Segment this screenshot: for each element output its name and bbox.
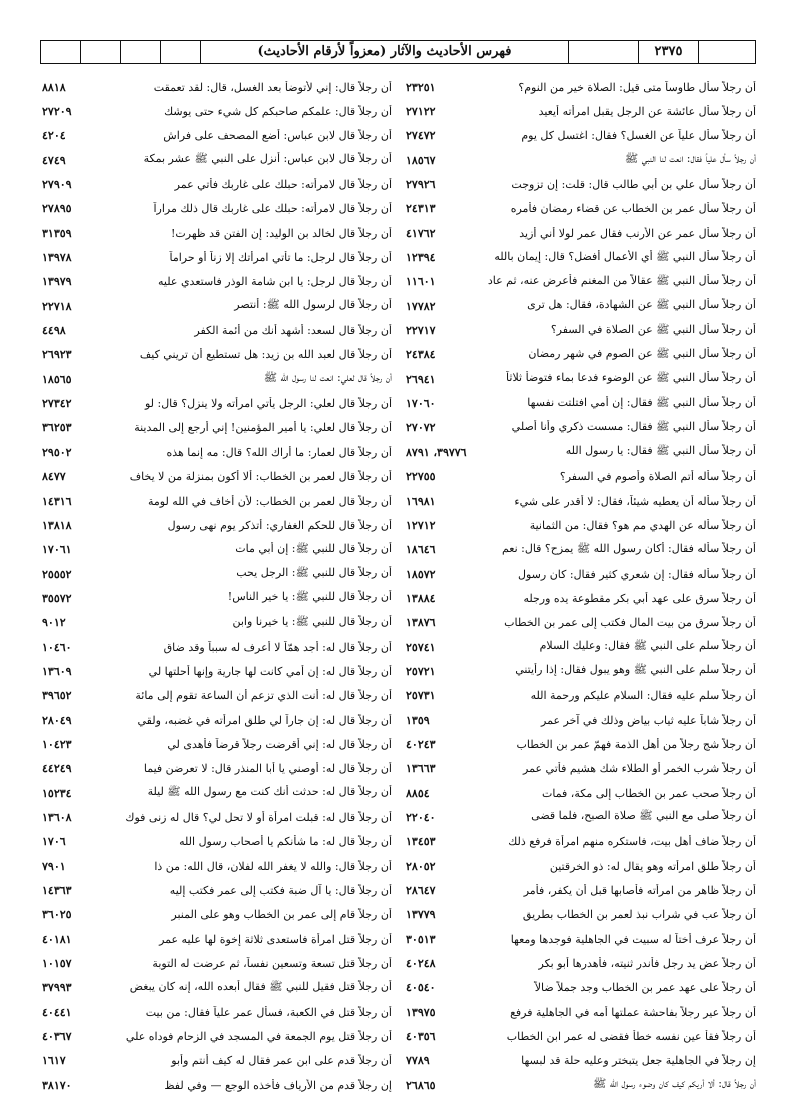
entry-text: أن رجلاً سأله عن الهدي مم هو؟ فقال: من الثمانية bbox=[529, 518, 756, 532]
entry-number: ٣١٣٥٩ bbox=[42, 226, 72, 240]
entry-number: ٧٩٠١ bbox=[42, 859, 66, 873]
index-entry bbox=[40, 757, 392, 781]
entry-text: إن رجلاً قدم من الأرياف فأخذه الوجع — وفي لفظ bbox=[164, 1078, 392, 1092]
index-entry bbox=[40, 927, 392, 951]
entry-number: ١٨٥٦٧ bbox=[406, 153, 436, 167]
entry-number: ٤٠٥٤٠ bbox=[406, 981, 436, 995]
entry-number: ٢٧٣٤٢ bbox=[42, 397, 72, 411]
entry-number: ٢٥٧٤١ bbox=[406, 640, 436, 654]
entry-text: أن رجلاً سلم على النبي ﷺ فقال: وعليك السلام bbox=[539, 639, 756, 653]
index-entry bbox=[40, 611, 392, 635]
entry-number: ١٤٣٦٣ bbox=[42, 884, 72, 898]
index-entry bbox=[404, 148, 756, 172]
index-entry bbox=[404, 343, 756, 367]
entry-number: ١٣٦٠٩ bbox=[42, 664, 72, 678]
entry-number: ٢٦٨٦٥ bbox=[406, 1078, 436, 1092]
index-entry bbox=[40, 1049, 392, 1073]
entry-text: أن رجلاً سلم عليه فقال: السلام عليكم ورحمة الله bbox=[530, 689, 756, 703]
right-column bbox=[404, 75, 756, 1092]
entry-text: أن رجلاً قال لعلي: الرجل يأتي امرأته ولا ينزل؟ قال: لو bbox=[144, 397, 392, 411]
index-entry bbox=[404, 708, 756, 732]
index-entry bbox=[404, 1024, 756, 1048]
entry-number: ١١٦٠١ bbox=[406, 275, 436, 289]
index-entry bbox=[404, 513, 756, 537]
entry-number: ١٣٦٦٣ bbox=[406, 762, 436, 776]
page-number: ٢٣٧٥ bbox=[639, 41, 699, 63]
entry-number: ١٦١٧ bbox=[42, 1054, 66, 1068]
index-entry bbox=[404, 270, 756, 294]
entry-number: ٢٧٠٧٢ bbox=[406, 421, 436, 435]
entry-text: أن رجلاً سرق على عهد أبي بكر مقطوعة يده ورجله bbox=[523, 591, 756, 605]
index-entry bbox=[404, 951, 756, 975]
entry-number: ٣٧٩٩٣ bbox=[42, 981, 72, 995]
entry-number: ٣٩٦٥٢ bbox=[42, 689, 72, 703]
index-entry bbox=[40, 659, 392, 683]
index-entry bbox=[40, 732, 392, 756]
entry-text: أن رجلاً قال لرسول الله ﷺ: أنتصر bbox=[234, 298, 392, 312]
entry-text: أن رجلاً قال لعمر بن الخطاب: لأن أخاف في الله لومة bbox=[147, 494, 392, 508]
entry-text: أن رجلاً عرف أختاً له سبيت في الجاهلية فوجدها ومعها bbox=[510, 932, 756, 946]
index-entry bbox=[404, 805, 756, 829]
index-entry bbox=[40, 1000, 392, 1024]
entry-text: أن رجلاً قال له: إني أقرضت رجلاً قرضاً فأهدى لي bbox=[167, 737, 392, 751]
header-empty-cell bbox=[161, 41, 201, 63]
index-entry bbox=[404, 245, 756, 269]
index-entry bbox=[40, 805, 392, 829]
index-entry bbox=[40, 148, 392, 172]
entry-number: ١٧٠٦ bbox=[42, 835, 66, 849]
index-entry bbox=[404, 659, 756, 683]
entry-text: أن رجلاً فقأ عين نفسه خطأ فقضى له عمر ابن الخطاب bbox=[506, 1030, 756, 1044]
entry-text: أن رجلاً سأله فقال: إن شعري كثير فقال: كان رسول bbox=[518, 567, 756, 581]
index-entry bbox=[40, 343, 392, 367]
entry-number: ٤٧٤٩ bbox=[42, 153, 66, 167]
entry-text: أن رجلاً قال لابن عباس: أنزل على النبي ﷺ عشر بمكة bbox=[143, 152, 392, 166]
entry-number: ٢٤٣٨٤ bbox=[406, 348, 436, 362]
index-entry bbox=[40, 562, 392, 586]
entry-text: أن رجلاً سأل عمر بن الخطاب عن قضاء رمضان فأمره bbox=[510, 202, 756, 216]
index-entry bbox=[404, 75, 756, 99]
index-entry bbox=[40, 586, 392, 610]
entry-number: ١٣٩٧٩ bbox=[42, 275, 72, 289]
header-empty-cell bbox=[81, 41, 121, 63]
index-entry bbox=[404, 830, 756, 854]
index-entry bbox=[404, 1073, 756, 1097]
entry-number: ٤٠٢٤٣ bbox=[406, 737, 436, 751]
entry-text: أن رجلاً قال لامرأته: حبلك على غاربك قال ذلك مراراً bbox=[153, 202, 392, 216]
entry-number: ٢٢٧١٧ bbox=[406, 324, 436, 338]
page-header bbox=[40, 40, 756, 64]
index-entry bbox=[404, 440, 756, 464]
entry-text: أن رجلاً طلق امرأته وهو يقال له: ذو الخرقتين bbox=[549, 859, 756, 873]
entry-number: ٩٠١٢ bbox=[42, 616, 66, 630]
entry-text: أن رجلاً عير رجلاً بفاحشة عملتها أمه في الجاهلية فرفع bbox=[510, 1005, 756, 1019]
header-empty-cell bbox=[569, 41, 639, 63]
entry-number: ٢٧٨٩٥ bbox=[42, 202, 72, 216]
entry-text: أن رجلاً سأله أن يعطيه شيئاً، فقال: لا أقدر على شيء bbox=[514, 494, 756, 508]
entry-text: أن رجلاً سأل النبي ﷺ عن الشهادة، فقال: هل ترى bbox=[527, 298, 756, 312]
index-entry bbox=[404, 586, 756, 610]
entry-text: أن رجلاً قال لخالد بن الوليد: إن الفتن قد ظهرت! bbox=[171, 226, 392, 240]
entry-number: ٤٤٩٨ bbox=[42, 324, 66, 338]
entry-number: ٤٠٣٥٦ bbox=[406, 1030, 436, 1044]
entry-number: ١٣٩٧٥ bbox=[406, 1005, 436, 1019]
entry-text: أن رجلاً سأل النبي ﷺ عن الوضوء فدعا بماء فتوضأ ثلاثاً bbox=[506, 371, 756, 385]
index-entry bbox=[404, 1000, 756, 1024]
entry-text: أن رجلاً قال له: إن أمي كانت لها جارية وإنها أحلتها لي bbox=[148, 664, 392, 678]
entry-text: أن رجلاً قتل تسعة وتسعين نفساً، ثم عرضت له التوبة bbox=[152, 957, 392, 971]
index-entry bbox=[40, 976, 392, 1000]
entry-text: أن رجلاً شاباً عليه ثياب بياض وذلك في آخر عمر bbox=[541, 713, 756, 727]
index-entry bbox=[404, 294, 756, 318]
entry-number: ٢٨٠٥٢ bbox=[406, 859, 436, 873]
entry-number: ٢٥٧٣١ bbox=[406, 689, 436, 703]
entry-number: ٢٩٥٠٢ bbox=[42, 445, 72, 459]
index-entry bbox=[40, 99, 392, 123]
entry-text: أن رجلاً قال للنبي ﷺ: يا خيرنا وابن bbox=[232, 614, 392, 628]
entry-number: ١٨٥٧٢ bbox=[406, 567, 436, 581]
entry-text: إن رجلاً في الجاهلية جعل يتبختر وعليه حلة قد لبسها bbox=[521, 1054, 756, 1068]
entry-number: ١٣٧٧٩ bbox=[406, 908, 436, 922]
entry-text: أن رجلاً قال له: ما شأنكم يا أصحاب رسول الله bbox=[179, 835, 392, 849]
index-entry bbox=[404, 781, 756, 805]
index-entry bbox=[40, 538, 392, 562]
index-entry bbox=[404, 757, 756, 781]
entry-number: ٣٦٠٢٥ bbox=[42, 908, 72, 922]
entry-text: أن رجلاً قال: والله لا يغفر الله لفلان، قال الله: من ذا bbox=[154, 859, 392, 873]
entry-number: ١٢٧١٢ bbox=[406, 518, 436, 532]
entry-number: ٢٧٤٧٢ bbox=[406, 129, 436, 143]
index-entry bbox=[40, 270, 392, 294]
entry-text: أن رجلاً قال له: أجد همّاً لا أعرف له سبباً وقد ضاق bbox=[163, 640, 392, 654]
entry-text: أن رجلاً قال له: إن جاراً لي طلق امرأته في غضبه، ولقي bbox=[137, 713, 392, 727]
index-entry bbox=[404, 562, 756, 586]
entry-number: ٨٤٧٧ bbox=[42, 470, 66, 484]
index-entry bbox=[404, 732, 756, 756]
entry-text: أن رجلاً قتل يوم الجمعة في المسجد في الزحام فوداه علي bbox=[125, 1030, 392, 1044]
entry-text: أن رجلاً سأله فقال: أكان رسول الله ﷺ يمزح؟ قال: نعم bbox=[501, 541, 756, 555]
entry-text: أن رجلاً سأل طاوساً متى قيل: الصلاة خير من النوم؟ bbox=[518, 80, 756, 94]
index-columns bbox=[40, 75, 756, 1092]
index-entry bbox=[404, 99, 756, 123]
entry-text: أن رجلاً قال لعمر بن الخطاب: ألا أكون بمنزلة من لا يخاف bbox=[129, 470, 392, 484]
index-entry bbox=[40, 708, 392, 732]
index-entry bbox=[40, 197, 392, 221]
entry-number: ٢٨٦٤٧ bbox=[406, 884, 436, 898]
index-entry bbox=[404, 854, 756, 878]
index-entry bbox=[404, 416, 756, 440]
entry-text: أن رجلاً قال لرجل: ما تأتي امرأتك إلا زناً أو حراماً bbox=[169, 251, 392, 265]
entry-text: أن رجلاً سأل النبي ﷺ فقال: يا رسول الله bbox=[565, 444, 756, 458]
entry-number: ٢٨٠٤٩ bbox=[42, 713, 72, 727]
entry-number: ١٨٥٦٥ bbox=[42, 372, 72, 386]
entry-number: ٢٢٠٤٠ bbox=[406, 810, 436, 824]
index-entry bbox=[40, 513, 392, 537]
index-entry bbox=[40, 684, 392, 708]
index-entry bbox=[40, 440, 392, 464]
index-entry bbox=[404, 684, 756, 708]
index-entry bbox=[40, 903, 392, 927]
entry-number: ١٧٠٦١ bbox=[42, 543, 72, 557]
index-entry bbox=[404, 635, 756, 659]
entry-text: أن رجلاً عب في شراب نبذ لعمر بن الخطاب بطريق bbox=[522, 908, 756, 922]
entry-text: أن رجلاً قال له: أنت الذي تزعم أن الساعة تقوم إلى مائة bbox=[135, 689, 392, 703]
index-entry bbox=[404, 391, 756, 415]
entry-text: أن رجلاً قال لعمار: ما أراك الله؟ قال: مه إنما هذه bbox=[166, 445, 392, 459]
index-entry bbox=[40, 1024, 392, 1048]
entry-text: أن رجلاً قال لعلي: يا أمير المؤمنين! إني أرجع إلى المدينة bbox=[134, 421, 392, 435]
entry-number: ٤٤٢٤٩ bbox=[42, 762, 72, 776]
index-entry bbox=[40, 318, 392, 342]
index-entry bbox=[40, 391, 392, 415]
entry-text: أن رجلاً قال: علمكم صاحبكم كل شيء حتى يوشك bbox=[164, 105, 392, 119]
entry-text: أن رجلاً قال لسعد: أشهد أنك من أئمة الكفر bbox=[194, 324, 392, 338]
entry-text: أن رجلاً شج رجلاً من أهل الذمة فهمّ عمر بن الخطاب bbox=[516, 737, 756, 751]
entry-number: ١٠٤٢٣ bbox=[42, 737, 72, 751]
entry-text: أن رجلاً قال: إني لأتوضأ بعد الغسل، قال: لقد تعمقت bbox=[153, 80, 392, 94]
entry-text: أن رجلاً قال للنبي ﷺ: إن أبي مات bbox=[235, 541, 392, 555]
entry-text: أن رجلاً شرب الخمر أو الطلاء شك هشيم فأتي عمر bbox=[523, 762, 756, 776]
entry-number: ١٣٤٥٣ bbox=[406, 835, 436, 849]
index-entry bbox=[40, 367, 392, 391]
index-entry bbox=[40, 878, 392, 902]
index-entry bbox=[40, 75, 392, 99]
entry-text: أن رجلاً قال للحكم الغفاري: أتذكر يوم نهى رسول bbox=[167, 518, 392, 532]
entry-text: أن رجلاً عض يد رجل فأندر ثنيته، فأهدرها أبو بكر bbox=[538, 957, 756, 971]
entry-number: ٤٢٠٤ bbox=[42, 129, 66, 143]
entry-text: أن رجلاً قتل في الكعبة، فسأل عمر علياً فقال: من بيت bbox=[145, 1005, 392, 1019]
left-column bbox=[40, 75, 392, 1092]
index-entry bbox=[404, 221, 756, 245]
header-empty-cell bbox=[699, 41, 755, 63]
entry-text: أن رجلاً قال للنبي ﷺ: يا خير الناس! bbox=[227, 590, 392, 604]
header-empty-cell bbox=[41, 41, 81, 63]
entry-text: أن رجلاً قال لامرأته: حبلك على غاربك فأتي عمر bbox=[174, 178, 392, 192]
entry-number: ١٣٨٨٤ bbox=[406, 591, 436, 605]
entry-number: ١٢٣٩٤ bbox=[406, 251, 436, 265]
entry-number: ١٧٠٦٠ bbox=[406, 397, 436, 411]
entry-number: ٤٠٣٦٧ bbox=[42, 1030, 72, 1044]
entry-number: ١٨٦٤٦ bbox=[406, 543, 436, 557]
index-entry bbox=[40, 1073, 392, 1097]
entry-number: ١٣٨١٨ bbox=[42, 518, 72, 532]
entry-text: أن رجلاً قام إلى عمر بن الخطاب وهو على المنبر bbox=[171, 908, 392, 922]
entry-text: أن رجلاً قدم على ابن عمر فقال له كيف أنتم وأبو bbox=[171, 1054, 392, 1068]
entry-number: ٢٧٩٢٦ bbox=[406, 178, 436, 192]
entry-number: ٢٤٣١٣ bbox=[406, 202, 436, 216]
entry-text: أن رجلاً سأل عمر عن الأرنب فقال عمر لولا أني أزيد bbox=[519, 226, 756, 240]
entry-text: أن رجلاً قال لعبد الله بن زيد: هل تستطيع أن تريني كيف bbox=[139, 348, 392, 362]
index-entry bbox=[40, 489, 392, 513]
index-entry bbox=[40, 830, 392, 854]
entry-text: أن رجلاً سأل النبي ﷺ فقال: إن أمي افتلتت نفسها bbox=[527, 395, 756, 409]
entry-number: ٤٠١٨١ bbox=[42, 932, 72, 946]
index-entry bbox=[404, 318, 756, 342]
entry-text: أن رجلاً قتل امرأة فاستعدى ثلاثة إخوة لها عليه عمر bbox=[159, 932, 392, 946]
index-entry bbox=[40, 245, 392, 269]
entry-number: ٢٥٥٥٢ bbox=[42, 567, 72, 581]
entry-text: أن رجلاً سأل النبي ﷺ عقالاً من المغنم فأعرض عنه، ثم عاد bbox=[487, 273, 756, 287]
header-title: فهرس الأحاديث والآثار (معزواً لأرقام الأحاديث) bbox=[201, 41, 569, 63]
entry-number: ٣٦٢٥٣ bbox=[42, 421, 72, 435]
entry-number: ٨٨٥٤ bbox=[406, 786, 430, 800]
index-entry bbox=[40, 221, 392, 245]
entry-text: أن رجلاً قال له: حدثت أنك كنت مع رسول الله ﷺ ليلة bbox=[147, 785, 392, 799]
entry-text: أن رجلاً سأل عائشة عن الرجل يقبل امرأته أيعيد bbox=[538, 105, 756, 119]
index-entry bbox=[40, 172, 392, 196]
entry-number: ٢٣٢٥١ bbox=[406, 80, 436, 94]
entry-number: ٨٨١٨ bbox=[42, 80, 66, 94]
entry-number: ١٣٨٧٦ bbox=[406, 616, 436, 630]
entry-text: أن رجلاً صلى مع النبي ﷺ صلاة الصبح، فلما قضى bbox=[531, 809, 756, 823]
entry-text: أن رجلاً قال للنبي ﷺ: الرجل يحب bbox=[236, 566, 392, 580]
entry-text: أن رجلاً سأل علياً فقال: انعت لنا النبي ﷺ bbox=[624, 152, 756, 166]
entry-number: ٣٥٥٧٢ bbox=[42, 591, 72, 605]
index-entry bbox=[404, 197, 756, 221]
entry-text: أن رجلاً سأل علي بن أبي طالب قال: قلت: إن تزوجت bbox=[511, 178, 756, 192]
entry-text: أن رجلاً ظاهر من امرأته فأصابها قبل أن يكفر، فأمر bbox=[523, 884, 756, 898]
entry-number: ٤١٧٦٢ bbox=[406, 226, 436, 240]
index-entry bbox=[404, 367, 756, 391]
index-entry bbox=[404, 172, 756, 196]
entry-text: أن رجلاً سأل النبي ﷺ عن الصوم في شهر رمضان bbox=[528, 346, 756, 360]
entry-text: أن رجلاً ضاف أهل بيت، فاستكره منهم امرأة فرفع ذلك bbox=[508, 835, 756, 849]
entry-number: ١٤٣١٦ bbox=[42, 494, 72, 508]
entry-number: ١٣٩٧٨ bbox=[42, 251, 72, 265]
entry-text: أن رجلاً سأل النبي ﷺ عن الصلاة في السفر؟ bbox=[550, 322, 756, 336]
index-entry bbox=[40, 465, 392, 489]
entry-number: ٢٢٧٥٥ bbox=[406, 470, 436, 484]
index-entry bbox=[40, 854, 392, 878]
entry-number: ٣٠٥١٣ bbox=[406, 932, 436, 946]
entry-text: أن رجلاً قال لابن عباس: أضع المصحف على فراش bbox=[163, 129, 392, 143]
entry-text: أن رجلاً قال: يا آل ضبة فكتب إلى عمر فكتب إليه bbox=[169, 884, 392, 898]
index-entry bbox=[40, 635, 392, 659]
entry-number: ٣٩٧٧٦، ٨٧٩١ bbox=[406, 445, 467, 459]
entry-number: ٢٧٩٠٩ bbox=[42, 178, 72, 192]
index-entry bbox=[404, 1049, 756, 1073]
index-entry bbox=[404, 489, 756, 513]
entry-number: ٧٧٨٩ bbox=[406, 1054, 430, 1068]
index-entry bbox=[404, 878, 756, 902]
entry-number: ١٠١٥٧ bbox=[42, 957, 72, 971]
entry-text: أن رجلاً سأله أتم الصلاة وأصوم في السفر؟ bbox=[559, 470, 756, 484]
entry-text: أن رجلاً صحب عمر بن الخطاب إلى مكة، فمات bbox=[541, 786, 756, 800]
entry-text: أن رجلاً قال له: أوصني يا أبا المنذر قال: لا تعرضن فيما bbox=[143, 762, 392, 776]
index-entry bbox=[404, 538, 756, 562]
index-entry bbox=[40, 124, 392, 148]
index-entry bbox=[40, 294, 392, 318]
index-entry bbox=[404, 124, 756, 148]
entry-text: أن رجلاً قال: ألا أريكم كيف كان وضوء رسول الله ﷺ bbox=[593, 1077, 756, 1091]
entry-text: أن رجلاً قتل فقيل للنبي ﷺ فقال أبعده الله، إنه كان يبغض bbox=[129, 979, 392, 993]
entry-text: أن رجلاً سأل النبي ﷺ أي الأعمال أفضل؟ قال: إيمان بالله bbox=[494, 249, 756, 263]
entry-text: أن رجلاً على عهد عمر بن الخطاب وجد جملاً ضالاً bbox=[534, 981, 756, 995]
entry-text: أن رجلاً سرق من بيت المال فكتب إلى عمر بن الخطاب bbox=[504, 616, 756, 630]
entry-number: ١٥٢٣٤ bbox=[42, 786, 72, 800]
index-entry bbox=[40, 951, 392, 975]
entry-number: ٢٢٧١٨ bbox=[42, 299, 72, 313]
index-entry bbox=[404, 465, 756, 489]
entry-text: أن رجلاً قال لعلي: انعت لنا رسول الله ﷺ bbox=[263, 371, 392, 385]
index-entry bbox=[40, 781, 392, 805]
entry-number: ١٦٩٨١ bbox=[406, 494, 436, 508]
entry-number: ١٧٧٨٢ bbox=[406, 299, 436, 313]
index-entry bbox=[40, 416, 392, 440]
entry-number: ٢٦٩٢٣ bbox=[42, 348, 72, 362]
index-entry bbox=[404, 976, 756, 1000]
entry-number: ٤٠٤٤١ bbox=[42, 1005, 72, 1019]
header-empty-cell bbox=[121, 41, 161, 63]
entry-number: ١٣٥٩ bbox=[406, 713, 430, 727]
entry-text: أن رجلاً قال لرجل: يا ابن شامة الوذر فاستعدي عليه bbox=[158, 275, 392, 289]
entry-number: ٣٨١٧٠ bbox=[42, 1078, 72, 1092]
entry-number: ٢٧١٢٢ bbox=[406, 105, 436, 119]
entry-text: أن رجلاً قال له: قبلت امرأة أو لا تحل لي؟ قال له زنى فوك bbox=[125, 810, 392, 824]
index-entry bbox=[404, 927, 756, 951]
entry-text: أن رجلاً سأل النبي ﷺ فقال: مسست ذكري وأنا أصلي bbox=[511, 419, 756, 433]
entry-number: ١٠٤٦٠ bbox=[42, 640, 72, 654]
index-entry bbox=[404, 903, 756, 927]
entry-number: ٢٦٩٤١ bbox=[406, 372, 436, 386]
entry-number: ٢٧٢٠٩ bbox=[42, 105, 72, 119]
entry-number: ١٣٦٠٨ bbox=[42, 810, 72, 824]
entry-number: ٤٠٢٤٨ bbox=[406, 957, 436, 971]
entry-number: ٢٥٧٢١ bbox=[406, 664, 436, 678]
index-entry bbox=[404, 611, 756, 635]
entry-text: أن رجلاً سأل علياً عن الغسل؟ فقال: اغتسل كل يوم bbox=[521, 129, 756, 143]
entry-text: أن رجلاً سلم على النبي ﷺ وهو يبول فقال: إذا رأيتني bbox=[515, 663, 756, 677]
